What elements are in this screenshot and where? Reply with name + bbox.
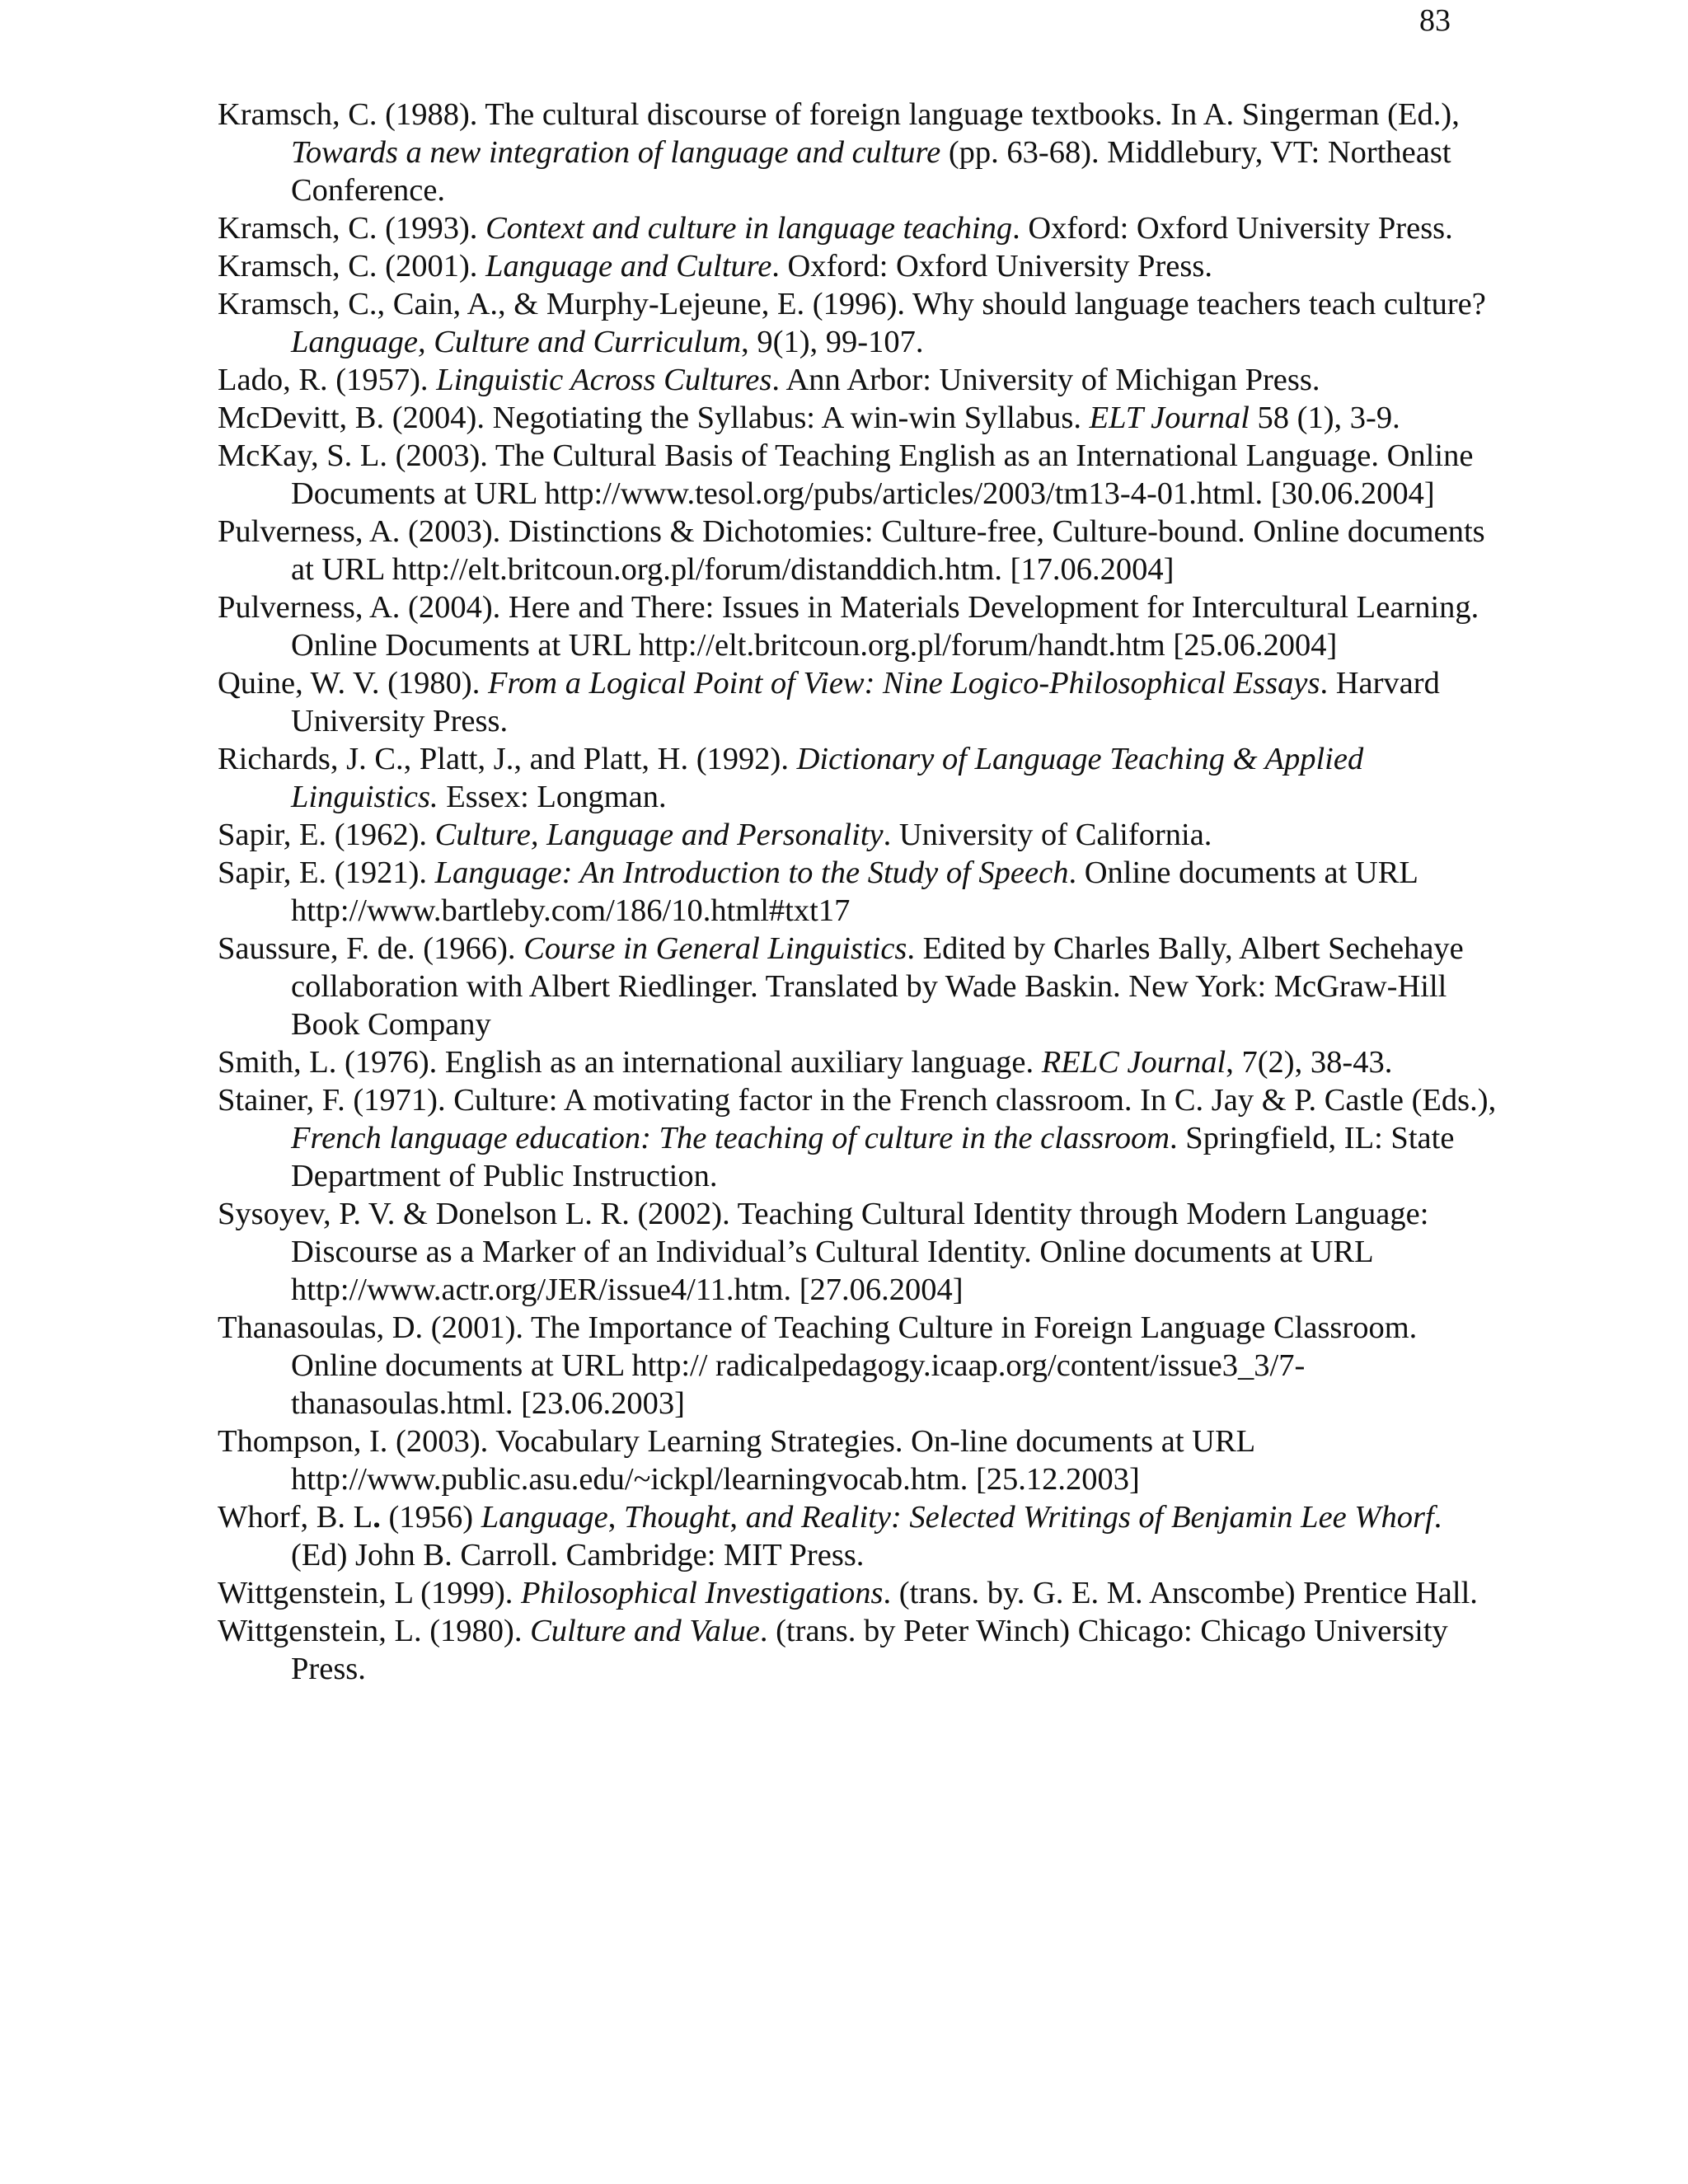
reference-entry <box>218 399 1503 437</box>
reference-entry <box>218 361 1503 399</box>
page-number: 83 <box>1419 3 1451 38</box>
reference-title-text: Culture and Value <box>530 1614 760 1648</box>
reference-entry <box>218 1612 1503 1688</box>
reference-text: . Springfield, IL: State Department of Public Instruction. <box>291 1121 1455 1193</box>
reference-text: Sapir, E. (1962). <box>218 818 435 852</box>
reference-text: . Edited by Charles Bally, Albert Sechehaye collaboration with Albert Riedlinger. Translated by Wade Baskin. New York: McGraw-Hill Book Company <box>291 931 1464 1042</box>
reference-entry <box>218 285 1503 361</box>
reference-entry <box>218 1081 1503 1195</box>
reference-entry <box>218 816 1503 854</box>
reference-entry <box>218 664 1503 740</box>
reference-title-text: Culture, Language and Personality <box>434 818 884 852</box>
reference-entry <box>218 1498 1503 1574</box>
reference-entry <box>218 588 1503 664</box>
reference-text: Essex: Longman. <box>438 780 667 814</box>
reference-entry <box>218 96 1503 209</box>
reference-title-text: Language, Culture and Curriculum <box>291 325 742 359</box>
reference-text: Sysoyev, P. V. & Donelson L. R. (2002). Teaching Cultural Identity through Modern Language: Discourse as a Marker of an Individual’s Cultural Identity. Online documents at URL http://www.actr.org/JER/issue4/11.htm. [27.06.2004] <box>218 1197 1429 1307</box>
reference-text: Smith, L. (1976). English as an international auxiliary language. <box>218 1045 1042 1080</box>
reference-text: Quine, W. V. (1980). <box>218 666 488 701</box>
reference-title-text: From a Logical Point of View: Nine Logico-Philosophical Essays <box>487 666 1320 701</box>
reference-text: . (Ed) John B. Carroll. Cambridge: MIT Press. <box>291 1500 1442 1572</box>
reference-entry <box>218 209 1503 247</box>
reference-title-text: Course in General Linguistics <box>523 931 907 966</box>
reference-entry <box>218 1043 1503 1081</box>
reference-text: . Ann Arbor: University of Michigan Press. <box>771 363 1320 397</box>
reference-text: (pp. 63-68). Middlebury, VT: Northeast Conference. <box>291 135 1451 208</box>
reference-title-text: and Reality: Selected Writings of Benjamin Lee Whorf <box>745 1500 1434 1535</box>
reference-text: Stainer, F. (1971). Culture: A motivating factor in the French classroom. In C. Jay & P. Castle (Eds.), <box>218 1083 1497 1118</box>
reference-title-text: RELC Journal <box>1041 1045 1226 1080</box>
reference-entry <box>218 437 1503 513</box>
reference-text: Pulverness, A. (2003). Distinctions & Dichotomies: Culture-free, Culture-bound. Online documents at URL http://elt.britcoun.org.pl/forum/distanddich.htm. [17.06.2004] <box>218 514 1485 587</box>
reference-entry <box>218 1574 1503 1612</box>
reference-text: . Harvard University Press. <box>291 666 1440 738</box>
reference-text: Kramsch, C. (1988). The cultural discourse of foreign language textbooks. In A. Singerman (Ed.), <box>218 97 1460 132</box>
reference-text: . Online documents at URL http://www.bartleby.com/186/10.html#txt17 <box>291 855 1418 928</box>
reference-text: Thompson, I. (2003). Vocabulary Learning Strategies. On-line documents at URL http://www.public.asu.edu/~ickpl/learningvocab.htm. [25.12.2003] <box>218 1424 1254 1497</box>
reference-text: Pulverness, A. (2004). Here and There: Issues in Materials Development for Intercultural Learning. Online Documents at URL http://elt.britcoun.org.pl/forum/handt.htm [25.06.2004] <box>218 590 1479 663</box>
reference-title-text: French language education: The teaching of culture in the classroom <box>291 1121 1170 1155</box>
reference-text: , <box>607 1500 624 1535</box>
reference-title-text: Language and Culture <box>485 249 772 284</box>
reference-text: . Oxford: Oxford University Press. <box>771 249 1212 284</box>
reference-entry <box>218 247 1503 285</box>
reference-title-text: Language: An Introduction to the Study of Speech <box>434 855 1069 890</box>
reference-text: Whorf, B. L <box>218 1500 373 1535</box>
reference-text: . University of California. <box>883 818 1212 852</box>
reference-entry <box>218 740 1503 816</box>
reference-text: , <box>729 1500 746 1535</box>
reference-entry <box>218 930 1503 1043</box>
reference-text: Sapir, E. (1921). <box>218 855 435 890</box>
reference-text: Thanasoulas, D. (2001). The Importance of Teaching Culture in Foreign Language Classroom. Online documents at URL http:// radicalpedagogy.icaap.org/content/issue3_3/7-thanasoulas.html. [23.06.2003] <box>218 1310 1418 1421</box>
reference-text: . (trans. by. G. E. M. Anscombe) Prentice Hall. <box>883 1576 1478 1610</box>
reference-entry <box>218 854 1503 930</box>
reference-text: , 7(2), 38-43. <box>1226 1045 1393 1080</box>
reference-title-text: Towards a new integration of language and culture <box>291 135 941 170</box>
reference-title-text: Philosophical Investigations <box>521 1576 884 1610</box>
reference-entry <box>218 1309 1503 1422</box>
reference-text: . <box>373 1500 381 1535</box>
reference-text: Kramsch, C., Cain, A., & Murphy-Lejeune, E. (1996). Why should language teachers teach culture? <box>218 287 1486 321</box>
reference-text: Kramsch, C. (1993). <box>218 211 486 246</box>
reference-text: Richards, J. C., Platt, J., and Platt, H. (1992). <box>218 742 797 776</box>
reference-title-text: ELT Journal <box>1089 401 1250 435</box>
reference-text: Saussure, F. de. (1966). <box>218 931 524 966</box>
reference-text: Lado, R. (1957). <box>218 363 437 397</box>
reference-text: Kramsch, C. (2001). <box>218 249 486 284</box>
reference-title-text: Linguistic Across Cultures <box>436 363 772 397</box>
reference-title-text: Context and culture in language teaching <box>485 211 1013 246</box>
reference-text: , 9(1), 99-107. <box>741 325 924 359</box>
reference-entry <box>218 1422 1503 1498</box>
reference-text: McDevitt, B. (2004). Negotiating the Syllabus: A win-win Syllabus. <box>218 401 1090 435</box>
reference-list <box>218 96 1503 1688</box>
reference-text: 58 (1), 3-9. <box>1249 401 1400 435</box>
reference-entry <box>218 1195 1503 1309</box>
reference-text: (1956) <box>380 1500 481 1535</box>
reference-title-text: Dictionary of Language Teaching & Applied Linguistics. <box>291 742 1364 814</box>
reference-text: . Oxford: Oxford University Press. <box>1012 211 1453 246</box>
reference-title-text: Language <box>481 1500 608 1535</box>
reference-text: . (trans. by Peter Winch) Chicago: Chicago University Press. <box>291 1614 1448 1686</box>
reference-text: McKay, S. L. (2003). The Cultural Basis of Teaching English as an International Language. Online Documents at URL http://www.tesol.org/pubs/articles/2003/tm13-4-01.html. [30.06.2004] <box>218 438 1474 511</box>
reference-text: Wittgenstein, L (1999). <box>218 1576 522 1610</box>
reference-title-text: Thought <box>623 1500 730 1535</box>
reference-text: Wittgenstein, L. (1980). <box>218 1614 531 1648</box>
reference-entry <box>218 513 1503 588</box>
